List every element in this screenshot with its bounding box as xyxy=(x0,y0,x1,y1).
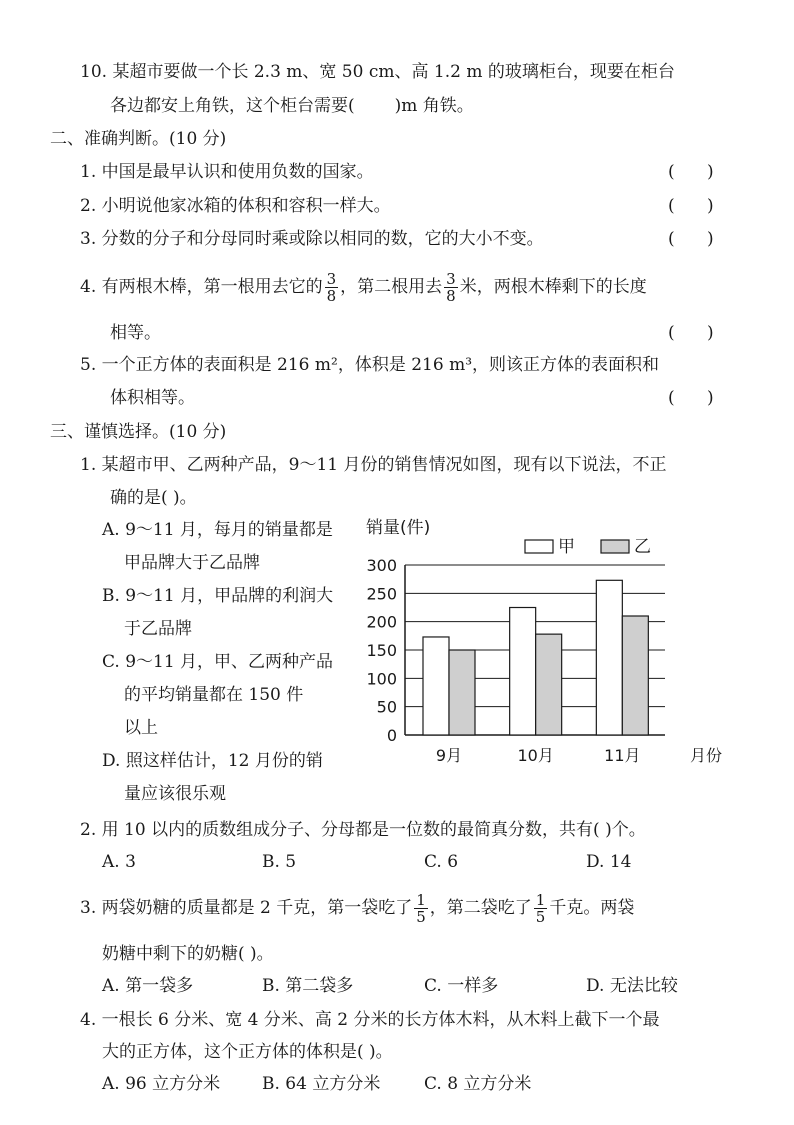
bar-jia xyxy=(423,637,449,735)
s3-q4b: 大的正方体，这个正方体的体积是( )。 xyxy=(102,1042,393,1062)
s3-q2-option-d[interactable]: D. 14 xyxy=(586,852,632,872)
s3-q1-option-b-line2[interactable]: 于乙品牌 xyxy=(124,619,192,639)
q10-line2b: )m 角铁。 xyxy=(394,96,474,116)
chart-bars xyxy=(423,580,648,735)
fraction-3-8 xyxy=(325,271,339,304)
legend-swatch xyxy=(525,540,553,553)
y-tick-label: 100 xyxy=(366,669,397,689)
s3-q3c: 千克。两袋 xyxy=(549,898,635,918)
s3-q1-option-c-line3[interactable]: 以上 xyxy=(124,718,158,738)
s2-q4-answer-paren[interactable]: ( ) xyxy=(668,323,714,343)
fraction-denominator: 8 xyxy=(326,286,337,305)
s2-q2: 2. 小明说他家冰箱的体积和容积一样大。 xyxy=(80,196,391,216)
fraction-numerator: 1 xyxy=(416,890,426,909)
s3-q3d: 奶糖中剩下的奶糖( )。 xyxy=(102,944,274,964)
chart-legend xyxy=(525,537,651,557)
bar-yi xyxy=(536,634,562,735)
s3-q4-option-c[interactable]: C. 8 立方分米 xyxy=(424,1074,532,1094)
y-tick-label: 300 xyxy=(366,556,397,575)
s3-q3-option-b[interactable]: B. 第二袋多 xyxy=(262,976,354,996)
y-tick-label: 200 xyxy=(366,612,397,632)
y-axis-ticks xyxy=(366,556,397,745)
fraction-numerator: 3 xyxy=(326,269,337,288)
s2-q4b: ，第二根用去 xyxy=(340,277,443,297)
q10-line1: 10. 某超市要做一个长 2.3 m、宽 50 cm、高 1.2 m 的玻璃柜台，现要在柜台 xyxy=(80,62,675,82)
s3-q4-option-b[interactable]: B. 64 立方分米 xyxy=(262,1074,381,1094)
fraction-1-5 xyxy=(414,892,428,925)
y-tick-label: 250 xyxy=(366,584,397,604)
s2-q4c: 米，两根木棒剩下的长度 xyxy=(459,277,647,297)
s3-q2-option-c[interactable]: C. 6 xyxy=(424,852,459,872)
s2-q1-answer-paren[interactable]: ( ) xyxy=(668,162,714,182)
s2-q5b: 体积相等。 xyxy=(110,388,195,408)
sales-bar-chart xyxy=(360,515,740,775)
x-axis-label: 月份 xyxy=(690,746,723,765)
s2-q3: 3. 分数的分子和分母同时乘或除以相同的数，它的大小不变。 xyxy=(80,229,544,249)
s2-q5a: 5. 一个正方体的表面积是 216 m²，体积是 216 m³，则该正方体的表面积和 xyxy=(80,355,660,375)
s3-q1a: 1. 某超市甲、乙两种产品，9～11 月份的销售情况如图，现有以下说法，不正 xyxy=(80,455,667,475)
fraction-1-5 xyxy=(534,892,548,925)
y-tick-label: 50 xyxy=(376,697,397,717)
fraction-numerator: 3 xyxy=(446,269,456,288)
y-tick-label: 0 xyxy=(386,726,397,745)
s3-q1-option-a-line2[interactable]: 甲品牌大于乙品牌 xyxy=(124,553,260,573)
fraction-numerator: 1 xyxy=(535,890,546,909)
bar-jia xyxy=(510,608,536,736)
s3-q1-option-d-line2[interactable]: 量应该很乐观 xyxy=(124,784,226,804)
s3-q1-option-b-line1[interactable]: B. 9～11 月，甲品牌的利润大 xyxy=(102,586,334,606)
x-tick-label: 10月 xyxy=(517,746,554,765)
fraction-3-8 xyxy=(444,271,458,304)
s2-q1: 1. 中国是最早认识和使用负数的国家。 xyxy=(80,162,374,182)
s3-q1-option-c-line1[interactable]: C. 9～11 月，甲、乙两种产品 xyxy=(102,652,334,672)
fraction-denominator: 8 xyxy=(446,286,456,305)
s3-q3a: 3. 两袋奶糖的质量都是 2 千克，第一袋吃了 xyxy=(80,898,413,918)
legend-label: 甲 xyxy=(558,537,575,557)
fraction-denominator: 5 xyxy=(416,907,426,926)
bar-jia xyxy=(596,580,622,735)
s2-q4-line1 xyxy=(80,269,647,305)
s3-q1-option-c-line2[interactable]: 的平均销量都在 150 件 xyxy=(124,685,304,705)
s3-q3b: ，第二袋吃了 xyxy=(429,898,532,918)
s3-q3-option-a[interactable]: A. 第一袋多 xyxy=(102,976,194,996)
x-tick-label: 11月 xyxy=(604,746,641,765)
s3-q3-line1 xyxy=(80,890,635,926)
s3-q2-option-a[interactable]: A. 3 xyxy=(102,852,136,872)
legend-swatch xyxy=(601,540,629,553)
y-axis-label: 销量(件) xyxy=(366,518,431,538)
s2-q4d: 相等。 xyxy=(110,323,161,343)
section2-title: 二、准确判断。(10 分) xyxy=(50,129,227,149)
s3-q2: 2. 用 10 以内的质数组成分子、分母都是一位数的最简真分数，共有( )个。 xyxy=(80,820,646,840)
section3-title: 三、谨慎选择。(10 分) xyxy=(50,422,227,442)
q10-line2a: 各边都安上角铁，这个柜台需要( xyxy=(110,96,355,116)
s3-q1b[interactable]: 确的是( )。 xyxy=(110,488,197,508)
s2-q2-answer-paren[interactable]: ( ) xyxy=(668,196,714,216)
s3-q2-option-b[interactable]: B. 5 xyxy=(262,852,297,872)
x-tick-label: 9月 xyxy=(435,746,463,765)
legend-label: 乙 xyxy=(634,537,651,557)
s3-q3-option-c[interactable]: C. 一样多 xyxy=(424,976,499,996)
bar-yi xyxy=(622,616,648,735)
s2-q3-answer-paren[interactable]: ( ) xyxy=(668,229,714,249)
s3-q1-option-a-line1[interactable]: A. 9～11 月，每月的销量都是 xyxy=(102,520,333,540)
s2-q5-answer-paren[interactable]: ( ) xyxy=(668,388,714,408)
fraction-denominator: 5 xyxy=(535,907,546,926)
q10-line2 xyxy=(110,94,474,118)
s3-q1-option-d-line1[interactable]: D. 照这样估计，12 月份的销 xyxy=(102,751,323,771)
bar-yi xyxy=(449,650,475,735)
s3-q3-option-d[interactable]: D. 无法比较 xyxy=(586,976,678,996)
s2-q4a: 4. 有两根木棒，第一根用去它的 xyxy=(80,277,323,297)
y-tick-label: 150 xyxy=(366,641,397,660)
x-axis-ticks xyxy=(436,746,641,765)
s3-q4a: 4. 一根长 6 分米、宽 4 分米、高 2 分米的长方体木料，从木料上截下一个最 xyxy=(80,1010,660,1030)
s3-q4-option-a[interactable]: A. 96 立方分米 xyxy=(102,1074,221,1094)
